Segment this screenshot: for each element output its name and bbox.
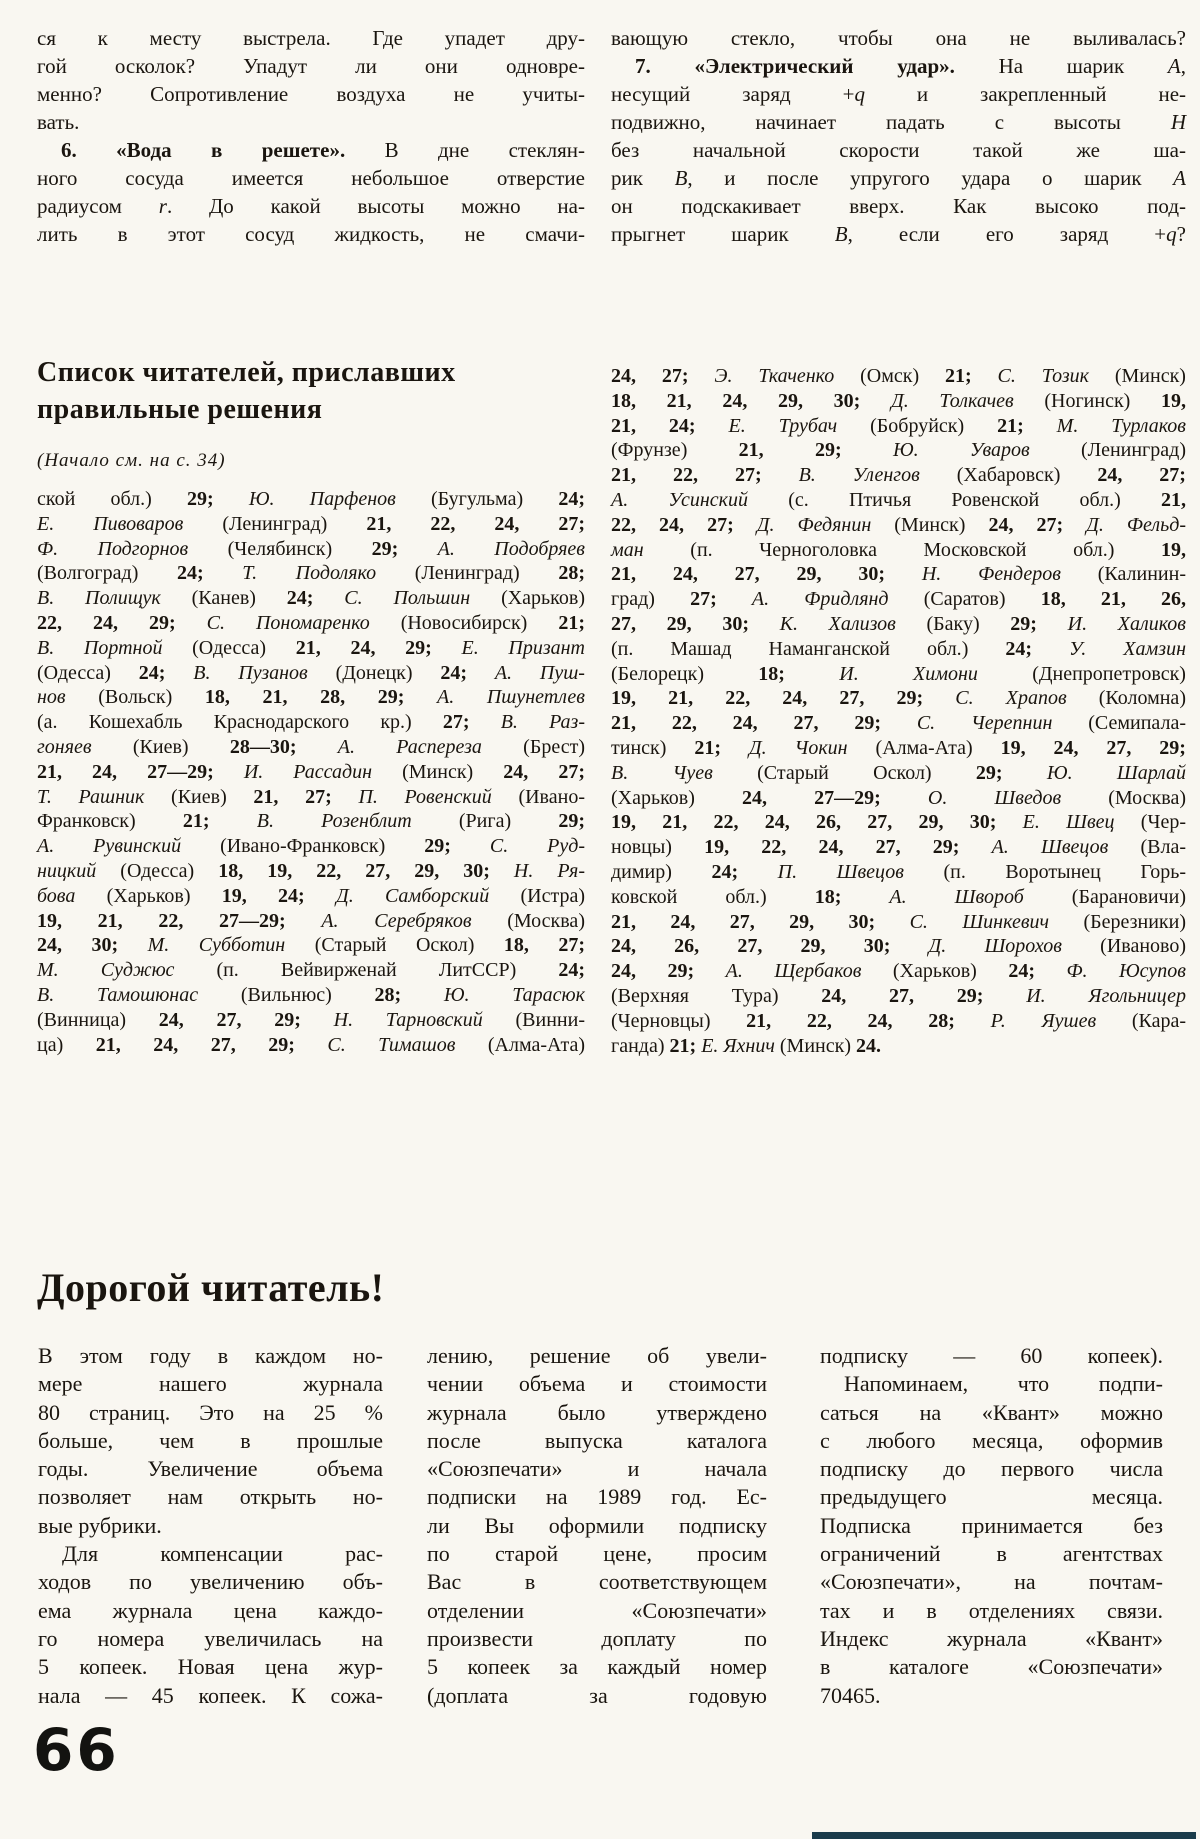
text-line: журнала было утверждено <box>427 1399 767 1425</box>
text-line: В этом году в каждом но- <box>38 1343 383 1368</box>
text-line: Для компенсации рас- <box>62 1541 383 1567</box>
text-line: отделении «Союзпечати» <box>427 1597 767 1623</box>
text-line: без начальной скорости такой же ша- <box>611 138 1186 162</box>
text-line: с любого месяца, оформив <box>820 1427 1163 1453</box>
text-line: В. Портной (Одесса) 21, 24, 29; Е. Призант <box>37 636 585 659</box>
text-line: 6. «Вода в решете». В дне стеклян- <box>61 138 585 162</box>
text-line: ницкий (Одесса) 18, 19, 22, 27, 29, 30; Н. Ря- <box>37 859 585 882</box>
text-line: он подскакивает вверх. Как высоко под- <box>611 194 1186 218</box>
text-line: (Черновцы) 21, 22, 24, 28; Р. Яушев (Кара- <box>611 1009 1186 1032</box>
text-line: подвижно, начинает падать с высоты H <box>611 110 1186 134</box>
text-line: в каталоге «Союзпечати» <box>820 1654 1163 1680</box>
text-line: 21, 24; Е. Трубач (Бобруйск) 21; М. Турлаков <box>611 414 1186 437</box>
text-line: 22, 24, 27; Д. Федянин (Минск) 24, 27; Д. Фельд- <box>611 513 1186 536</box>
text-line: ковской обл.) 18; А. Швороб (Барановичи) <box>611 885 1186 908</box>
text-line: бова (Харьков) 19, 24; Д. Самборский (Истра) <box>37 884 585 907</box>
text-line: димир) 24; П. Швецов (п. Воротынец Горь- <box>611 860 1186 883</box>
text-line: мере нашего журнала <box>38 1371 383 1397</box>
text-line: Подписка принимается без <box>820 1512 1163 1538</box>
text-line: «Союзпечати» и начала <box>427 1456 767 1482</box>
text-line: В. Тамошюнас (Вильнюс) 28; Ю. Тарасюк <box>37 983 585 1006</box>
text-line: несущий заряд +q и закрепленный не- <box>611 82 1187 106</box>
readers-list-title-line-2: правильные решения <box>37 394 323 425</box>
text-line: В. Чуев (Старый Оскол) 29; Ю. Шарлай <box>611 761 1186 784</box>
text-line: новцы) 19, 22, 24, 27, 29; А. Швецов (Вла- <box>611 836 1186 859</box>
text-line: ного сосуда имеется небольшое отверстие <box>37 166 585 190</box>
text-line: (доплата за годовую <box>427 1682 767 1708</box>
text-line: ганда) 21; Е. Яхнич (Минск) 24. <box>611 1034 882 1057</box>
text-line: го номера увеличилась на <box>38 1625 383 1651</box>
text-line: предыдущего месяца. <box>820 1484 1163 1510</box>
text-line: больше, чем в прошлые <box>38 1427 383 1453</box>
text-line: 27, 29, 30; К. Хализов (Баку) 29; И. Халиков <box>611 612 1186 635</box>
text-line: после выпуска каталога <box>427 1427 767 1453</box>
text-line: (п. Машад Наманганской обл.) 24; У. Хамзин <box>611 637 1186 660</box>
text-line: нов (Вольск) 18, 21, 28, 29; А. Пшунетлев <box>37 686 585 709</box>
text-line: Индекс журнала «Квант» <box>820 1625 1163 1651</box>
text-line: 19, 21, 22, 24, 27, 29; С. Храпов (Коломна) <box>611 687 1186 710</box>
text-line: 21, 22, 27; В. Уленгов (Хабаровск) 24, 27; <box>611 464 1186 487</box>
readers-list-right-column <box>611 364 1186 1058</box>
text-line: (Одесса) 24; В. Пузанов (Донецк) 24; А. Пуш- <box>37 661 585 684</box>
text-line: подписку — 60 копеек). <box>820 1343 1163 1368</box>
text-line: нала — 45 копеек. К сожа- <box>38 1682 383 1708</box>
bottom-accent-bar <box>812 1832 1196 1839</box>
text-line: 21, 24, 27, 29, 30; С. Шинкевич (Березники) <box>611 910 1186 933</box>
text-line: А. Рувинский (Ивано-Франковск) 29; С. Руд- <box>37 835 585 858</box>
readers-list-note: (Начало см. на с. 34) <box>37 450 226 471</box>
text-line: саться на «Квант» можно <box>820 1399 1163 1425</box>
problems-left-column <box>37 24 585 248</box>
text-line: (Верхняя Тура) 24, 27, 29; И. Ягольницер <box>611 984 1186 1007</box>
text-line: 24, 27; Э. Ткаченко (Омск) 21; С. Тозик (Минск) <box>611 365 1186 387</box>
text-line: тах и в отделениях связи. <box>820 1597 1163 1623</box>
text-line: 5 копеек за каждый номер <box>427 1654 767 1680</box>
text-line: 21, 24, 27, 29, 30; Н. Фендеров (Калинин- <box>611 563 1186 586</box>
text-line: тинск) 21; Д. Чокин (Алма-Ата) 19, 24, 27, 29; <box>611 736 1186 759</box>
readers-list-left-column <box>37 487 585 1057</box>
text-line: подписку до первого числа <box>820 1456 1163 1482</box>
text-line: 70465. <box>820 1682 881 1708</box>
text-line: Вас в соответствующем <box>427 1569 767 1595</box>
text-line: Ф. Подгорнов (Челябинск) 29; А. Подобряев <box>37 537 585 560</box>
text-line: ман (п. Черноголовка Московской обл.) 19, <box>611 538 1186 561</box>
text-line: 80 страниц. Это на 25 % <box>38 1399 383 1425</box>
text-line: вающую стекло, чтобы она не выливалась? <box>611 26 1186 50</box>
letter-column-3 <box>820 1342 1163 1710</box>
text-line: ца) 21, 24, 27, 29; С. Тимашов (Алма-Ата) <box>37 1033 585 1056</box>
text-line: позволяет нам открыть но- <box>38 1484 383 1510</box>
text-line: ся к месту выстрела. Где упадет дру- <box>37 26 585 50</box>
text-line: гой осколок? Упадут ли они одновре- <box>37 54 585 78</box>
text-line: лению, решение об увели- <box>427 1343 767 1368</box>
text-line: рик B, и после упругого удара о шарик A <box>611 166 1186 190</box>
text-line: 21, 22, 24, 27, 29; С. Черепнин (Семипала- <box>611 712 1186 735</box>
text-line: «Союзпечати», на почтам- <box>820 1569 1163 1595</box>
text-line: 19, 21, 22, 27—29; А. Серебряков (Москва) <box>37 909 585 932</box>
text-line: ской обл.) 29; Ю. Парфенов (Бугульма) 24; <box>37 488 585 510</box>
text-line: 7. «Электрический удар». На шарик A, <box>635 54 1186 78</box>
text-line: 22, 24, 29; С. Пономаренко (Новосибирск) 21; <box>37 611 585 634</box>
text-line: годы. Увеличение объема <box>38 1456 383 1482</box>
text-line: Е. Пивоваров (Ленинград) 21, 22, 24, 27; <box>37 512 585 535</box>
text-line: (Винница) 24, 27, 29; Н. Тарновский (Винни- <box>37 1008 585 1031</box>
letter-column-2 <box>427 1342 767 1710</box>
text-line: чении объема и стоимости <box>427 1371 767 1397</box>
text-line: радиусом r. До какой высоты можно на- <box>37 194 585 218</box>
text-line: 24, 29; А. Щербаков (Харьков) 24; Ф. Юсупов <box>611 960 1186 983</box>
text-line: град) 27; А. Фридлянд (Саратов) 18, 21, 26, <box>611 588 1187 611</box>
text-line: вые рубрики. <box>38 1512 162 1538</box>
text-line: 21, 24, 27—29; И. Рассадин (Минск) 24, 27; <box>37 760 585 783</box>
text-line: (Белорецк) 18; И. Химони (Днепропетровск) <box>611 662 1186 685</box>
text-line: менно? Сопротивление воздуха не учиты- <box>37 82 585 106</box>
letter-column-1 <box>38 1342 383 1710</box>
text-line: ограничений в агентствах <box>820 1541 1163 1567</box>
text-line: Напоминаем, что подпи- <box>844 1371 1163 1397</box>
text-line: А. Усинский (с. Птичья Ровенской обл.) 21, <box>611 488 1186 511</box>
text-line: 18, 21, 24, 29, 30; Д. Толкачев (Ногинск) 19, <box>611 389 1186 412</box>
text-line: прыгнет шарик B, если его заряд +q? <box>611 222 1186 246</box>
text-line: подписки на 1989 год. Ес- <box>427 1484 767 1510</box>
text-line: вать. <box>37 110 80 134</box>
text-line: (Харьков) 24, 27—29; О. Шведов (Москва) <box>611 786 1186 809</box>
readers-list-title-line-1: Список читателей, приславших <box>37 357 456 388</box>
text-line: по старой цене, просим <box>427 1541 767 1567</box>
text-line: (Волгоград) 24; Т. Подоляко (Ленинград) 28; <box>37 562 585 585</box>
text-line: М. Суджюс (п. Вейвирженай ЛитССР) 24; <box>37 959 585 982</box>
text-line: ли Вы оформили подписку <box>427 1512 767 1538</box>
text-line: (а. Кошехабль Краснодарского кр.) 27; В. Раз- <box>37 711 585 734</box>
text-line: ходов по увеличению объ- <box>38 1569 383 1595</box>
text-line: В. Полищук (Канев) 24; С. Польшин (Харьков) <box>37 587 585 610</box>
page-number: 66 <box>33 1716 120 1784</box>
text-line: произвести доплату по <box>427 1625 767 1651</box>
text-line: 24, 26, 27, 29, 30; Д. Шорохов (Иваново) <box>611 935 1186 958</box>
text-line: лить в этот сосуд жидкость, не смачи- <box>37 222 585 246</box>
text-line: Франковск) 21; В. Розенблит (Рига) 29; <box>37 810 585 833</box>
problems-right-column <box>611 24 1186 248</box>
text-line: Т. Рашник (Киев) 21, 27; П. Ровенский (Ивано- <box>37 785 585 808</box>
letter-title: Дорогой читатель! <box>37 1265 385 1310</box>
text-line: 24, 30; М. Субботин (Старый Оскол) 18, 27; <box>37 934 585 957</box>
text-line: (Фрунзе) 21, 29; Ю. Уваров (Ленинград) <box>611 439 1186 462</box>
text-line: 19, 21, 22, 24, 26, 27, 29, 30; Е. Швец (Чер- <box>611 811 1186 834</box>
text-line: ема журнала цена каждо- <box>38 1597 383 1623</box>
readers-list-title <box>37 354 456 428</box>
text-line: 5 копеек. Новая цена жур- <box>38 1654 383 1680</box>
text-line: гоняев (Киев) 28—30; А. Распереза (Брест) <box>37 735 585 758</box>
